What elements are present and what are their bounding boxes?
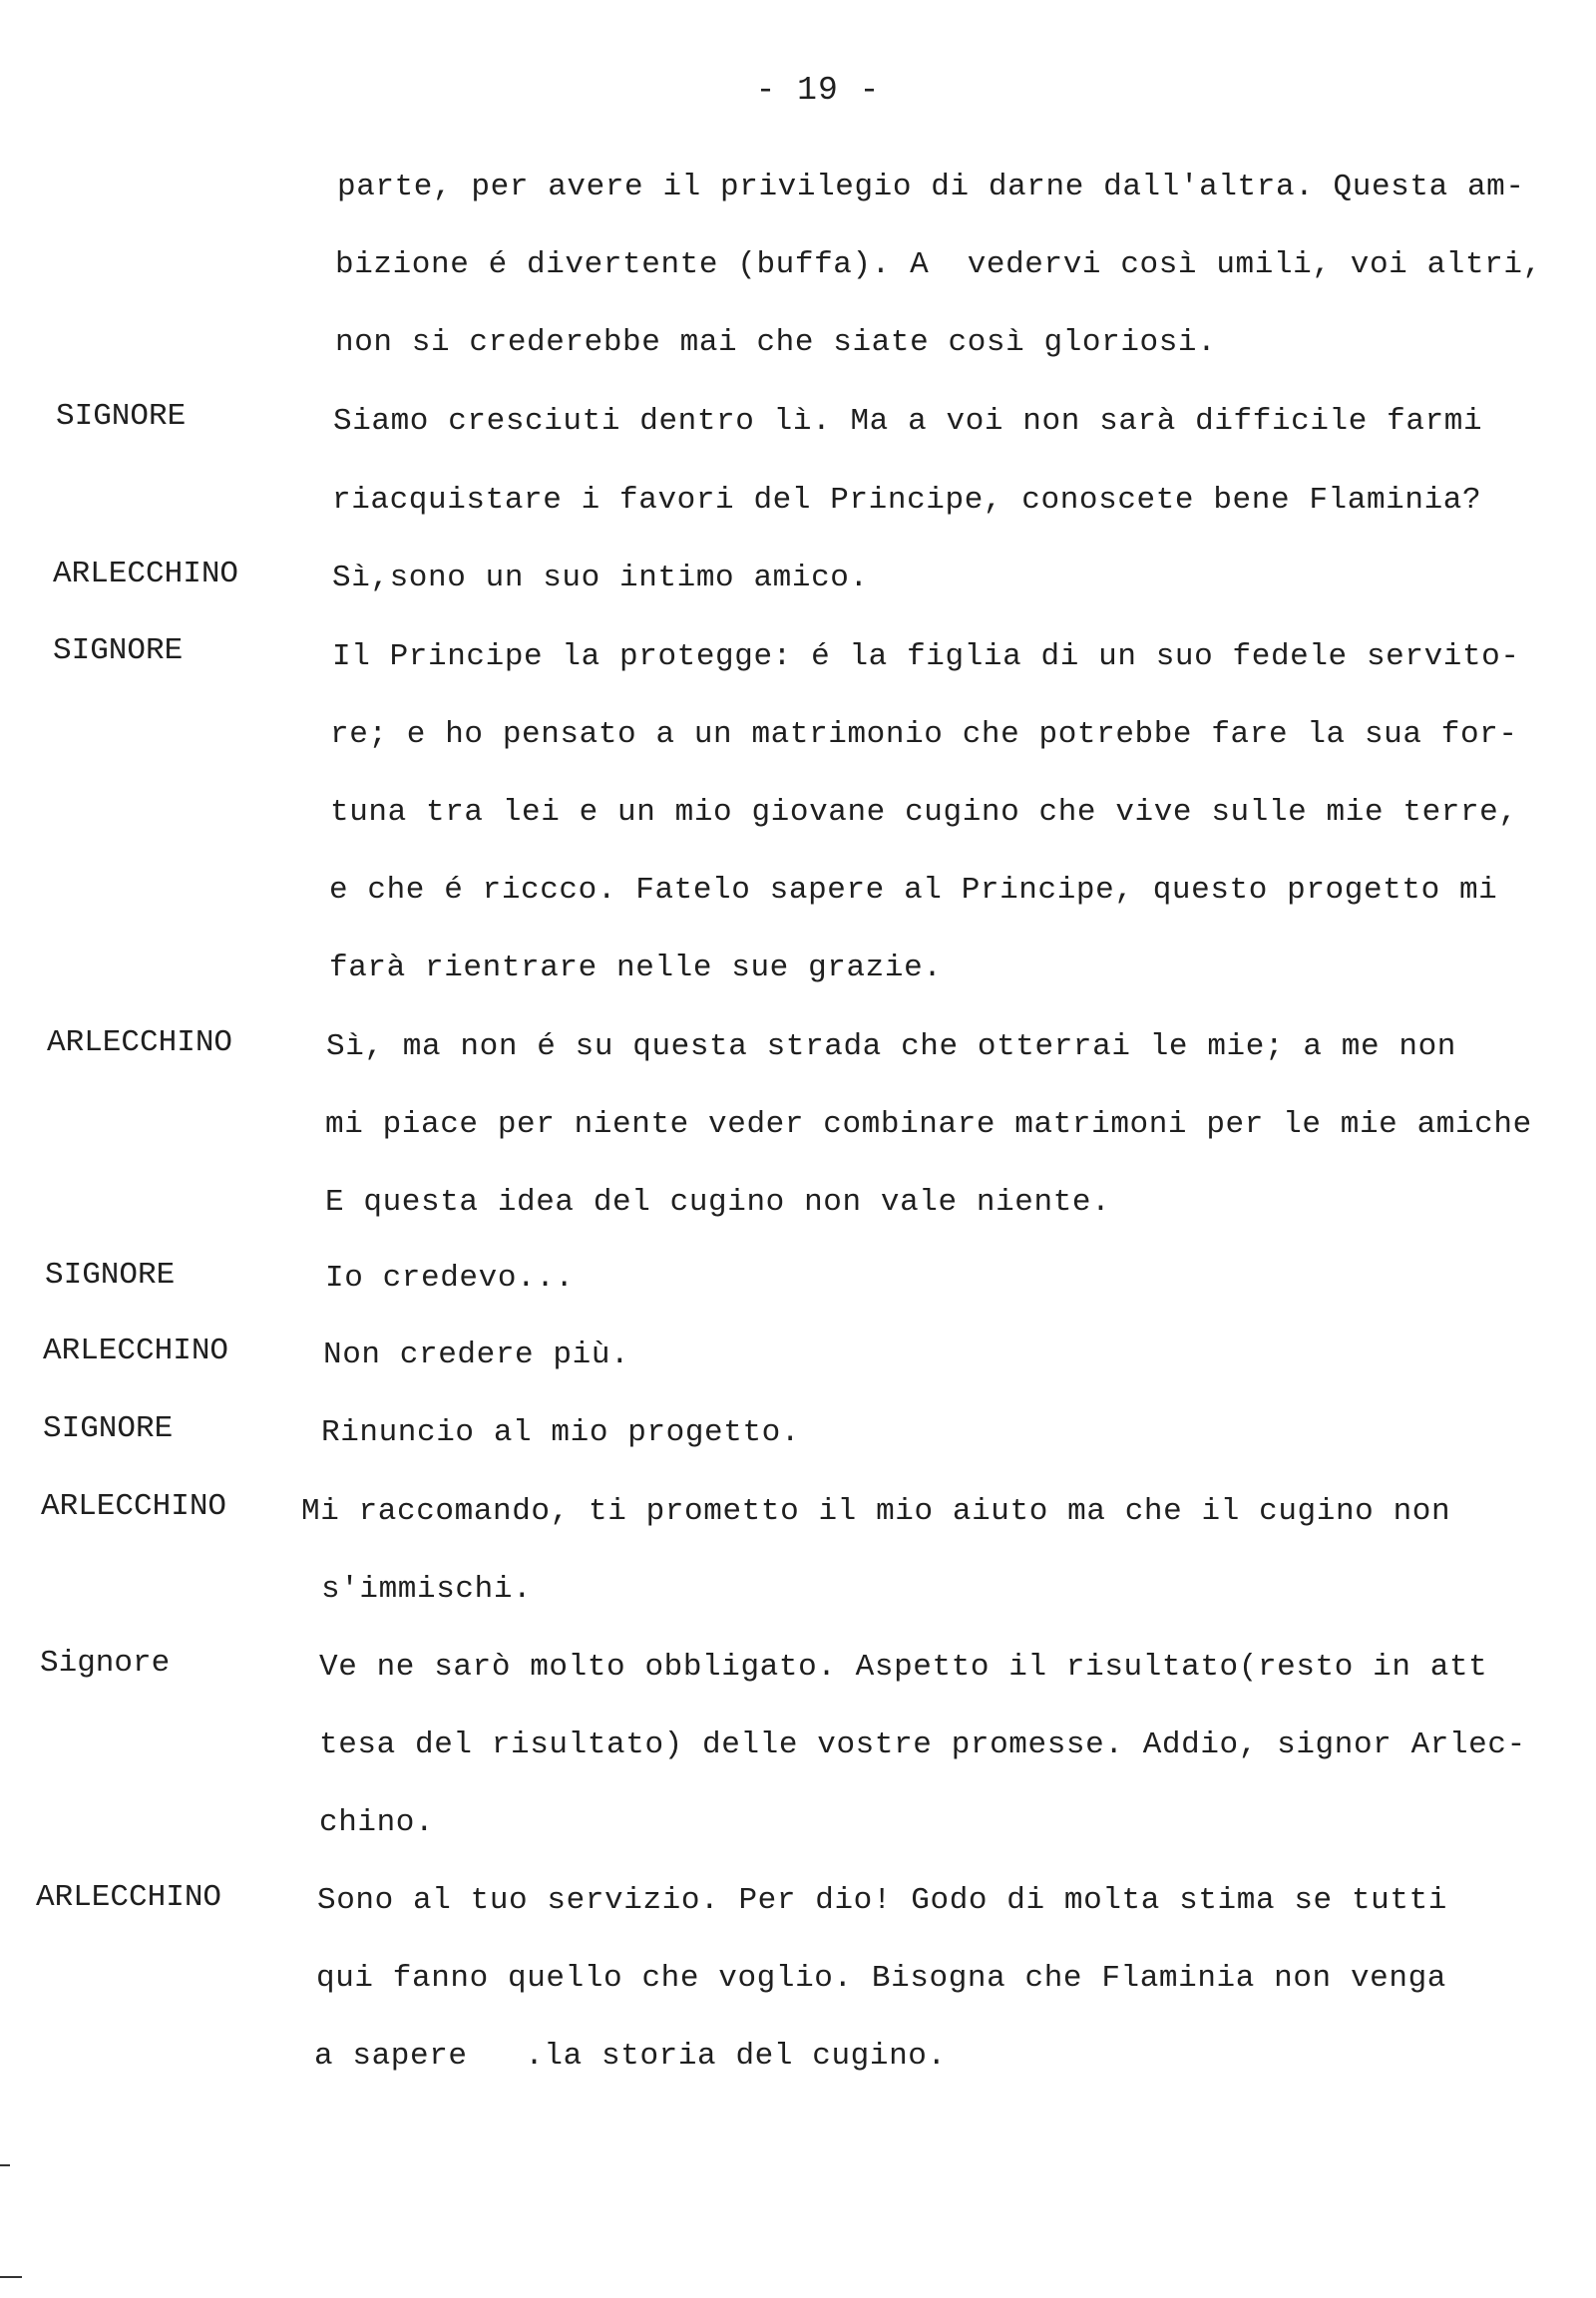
text-line: non si crederebbe mai che siate così gloriosi. [335, 325, 1217, 360]
speaker-name: ARLECCHINO [53, 557, 239, 591]
text-line: Sì,sono un suo intimo amico. [332, 561, 869, 595]
speaker-name: SIGNORE [53, 633, 184, 668]
text-line: tuna tra lei e un mio giovane cugino che vive sulle mie terre, [330, 795, 1518, 830]
speaker-name: ARLECCHINO [41, 1489, 227, 1524]
text-line: tesa del risultato) delle vostre promesse. Addio, signor Arlec- [319, 1727, 1526, 1762]
text-line: Sì, ma non é su questa strada che otterrai le mie; a me non [326, 1029, 1456, 1064]
text-line: Mi raccomando, ti prometto il mio aiuto ma che il cugino non [301, 1494, 1451, 1529]
text-line: bizione é divertente (buffa). A vedervi così umili, voi altri, [335, 247, 1542, 282]
speaker-name: SIGNORE [56, 399, 187, 434]
text-line: parte, per avere il privilegio di darne dall'altra. Questa am- [337, 170, 1525, 204]
text-line: riacquistare i favori del Principe, conoscete bene Flaminia? [332, 483, 1482, 518]
text-line: Rinuncio al mio progetto. [321, 1415, 801, 1450]
text-line: Siamo cresciuti dentro lì. Ma a voi non sarà difficile farmi [333, 404, 1483, 439]
margin-mark [0, 2276, 22, 2278]
speaker-name: ARLECCHINO [43, 1334, 229, 1368]
text-line: a sapere .la storia del cugino. [314, 2039, 947, 2074]
text-line: chino. [319, 1805, 435, 1840]
text-line: Sono al tuo servizio. Per dio! Godo di molta stima se tutti [317, 1883, 1447, 1918]
speaker-name: SIGNORE [45, 1258, 176, 1293]
text-line: E questa idea del cugino non vale niente. [325, 1185, 1111, 1220]
text-line: re; e ho pensato a un matrimonio che potrebbe fare la sua for- [330, 717, 1518, 752]
speaker-name: SIGNORE [43, 1411, 174, 1446]
text-line: Io credevo... [325, 1261, 575, 1296]
speaker-name: ARLECCHINO [47, 1025, 233, 1060]
text-line: farà rientrare nelle sue grazie. [329, 951, 943, 985]
margin-mark [0, 2164, 10, 2166]
text-line: Il Principe la protegge: é la figlia di un suo fedele servito- [332, 639, 1520, 674]
text-line: Non credere più. [323, 1338, 630, 1372]
page-number: - 19 - [755, 72, 881, 109]
speaker-name: Signore [40, 1646, 171, 1681]
text-line: e che é riccco. Fatelo sapere al Principe, questo progetto mi [329, 873, 1498, 908]
text-line: Ve ne sarò molto obbligato. Aspetto il risultato(resto in att [319, 1650, 1488, 1685]
text-line: qui fanno quello che voglio. Bisogna che Flaminia non venga [316, 1961, 1446, 1996]
text-line: mi piace per niente veder combinare matrimoni per le mie amiche [325, 1107, 1532, 1142]
speaker-name: ARLECCHINO [36, 1880, 222, 1915]
text-line: s'immischi. [321, 1572, 533, 1607]
